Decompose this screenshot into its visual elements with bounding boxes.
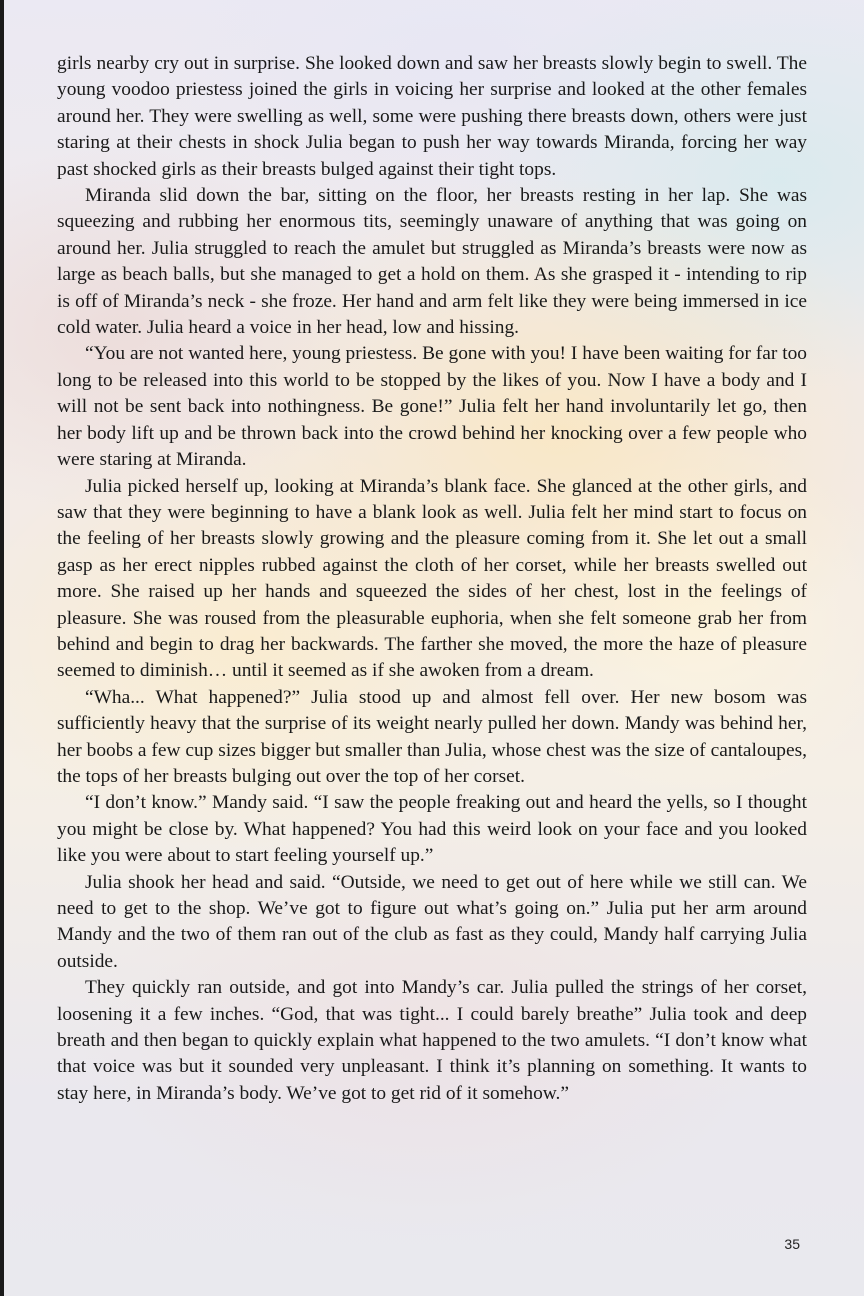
- paragraph: “Wha... What happened?” Julia stood up and almost fell over. Her new bosom was sufficiently heavy that the surprise of its weight nearly pulled her down. Mandy was behind her, her boobs a few cup sizes bigger but smaller than Julia, whose chest was the size of cantaloupes, the tops of her breasts bulging out over the top of her corset.: [57, 686, 807, 787]
- body-text: [57, 51, 807, 1107]
- paragraph: “I don’t know.” Mandy said. “I saw the people freaking out and heard the yells, so I thought you might be close by. What happened? You had this weird look on your face and you looked like you were about to start feeling yourself up.”: [57, 792, 807, 867]
- paragraph: girls nearby cry out in surprise. She looked down and saw her breasts slowly begin to swell. The young voodoo priestess joined the girls in voicing her surprise and looked at the other females around her. They were swelling as well, some were pushing there breasts down, others were just staring at their chests in shock Julia began to push her way towards Miranda, forcing her way past shocked girls as their breasts bulged against their tight tops.: [57, 53, 807, 180]
- paragraph: “You are not wanted here, young priestess. Be gone with you! I have been waiting for far too long to be released into this world to be stopped by the likes of you. Now I have a body and I will not be sent back into nothingness. Be gone!” Julia felt her hand involuntarily let go, then her body lift up and be thrown back into the crowd behind her knocking over a few people who were staring at Miranda.: [57, 343, 807, 471]
- page-number: 35: [784, 1236, 800, 1252]
- binding-edge: [0, 0, 4, 1296]
- paragraph: Julia picked herself up, looking at Miranda’s blank face. She glanced at the other girls, and saw that they were beginning to have a blank look as well. Julia felt her mind start to focus on the feeling of her breasts slowly growing and the pleasure coming from it. She let out a small gasp as her erect nipples rubbed against the cloth of her corset, while her breasts swelled out more. She raised up her hands and squeezed the sides of her chest, lost in the feelings of pleasure. She was roused from the pleasurable euphoria, when she felt someone grab her from behind and begin to drag her backwards. The farther she moved, the more the haze of pleasure seemed to diminish… until it seemed as if she awoken from a dream.: [57, 475, 807, 682]
- paragraph: Miranda slid down the bar, sitting on the floor, her breasts resting in her lap. She was squeezing and rubbing her enormous tits, seemingly unaware of anything that was going on around her. Julia struggled to reach the amulet but struggled as Miranda’s breasts were now as large as beach balls, but she managed to get a hold on them. As she grasped it - intending to rip is off of Miranda’s neck - she froze. Her hand and arm felt like they were being immersed in ice cold water. Julia heard a voice in her head, low and hissing.: [57, 185, 807, 339]
- paragraph: They quickly ran outside, and got into Mandy’s car. Julia pulled the strings of her corset, loosening it a few inches. “God, that was tight... I could barely breathe” Julia took and deep breath and then began to quickly explain what happened to the two amulets. “I don’t know what that voice was but it sounded very unpleasant. I think it’s planning on something. It wants to stay here, in Miranda’s body. We’ve got to get rid of it somehow.”: [57, 977, 807, 1104]
- paragraph: Julia shook her head and said. “Outside, we need to get out of here while we still can. We need to get to the shop. We’ve got to figure out what’s going on.” Julia put her arm around Mandy and the two of them ran out of the club as fast as they could, Mandy half carrying Julia outside.: [57, 871, 807, 972]
